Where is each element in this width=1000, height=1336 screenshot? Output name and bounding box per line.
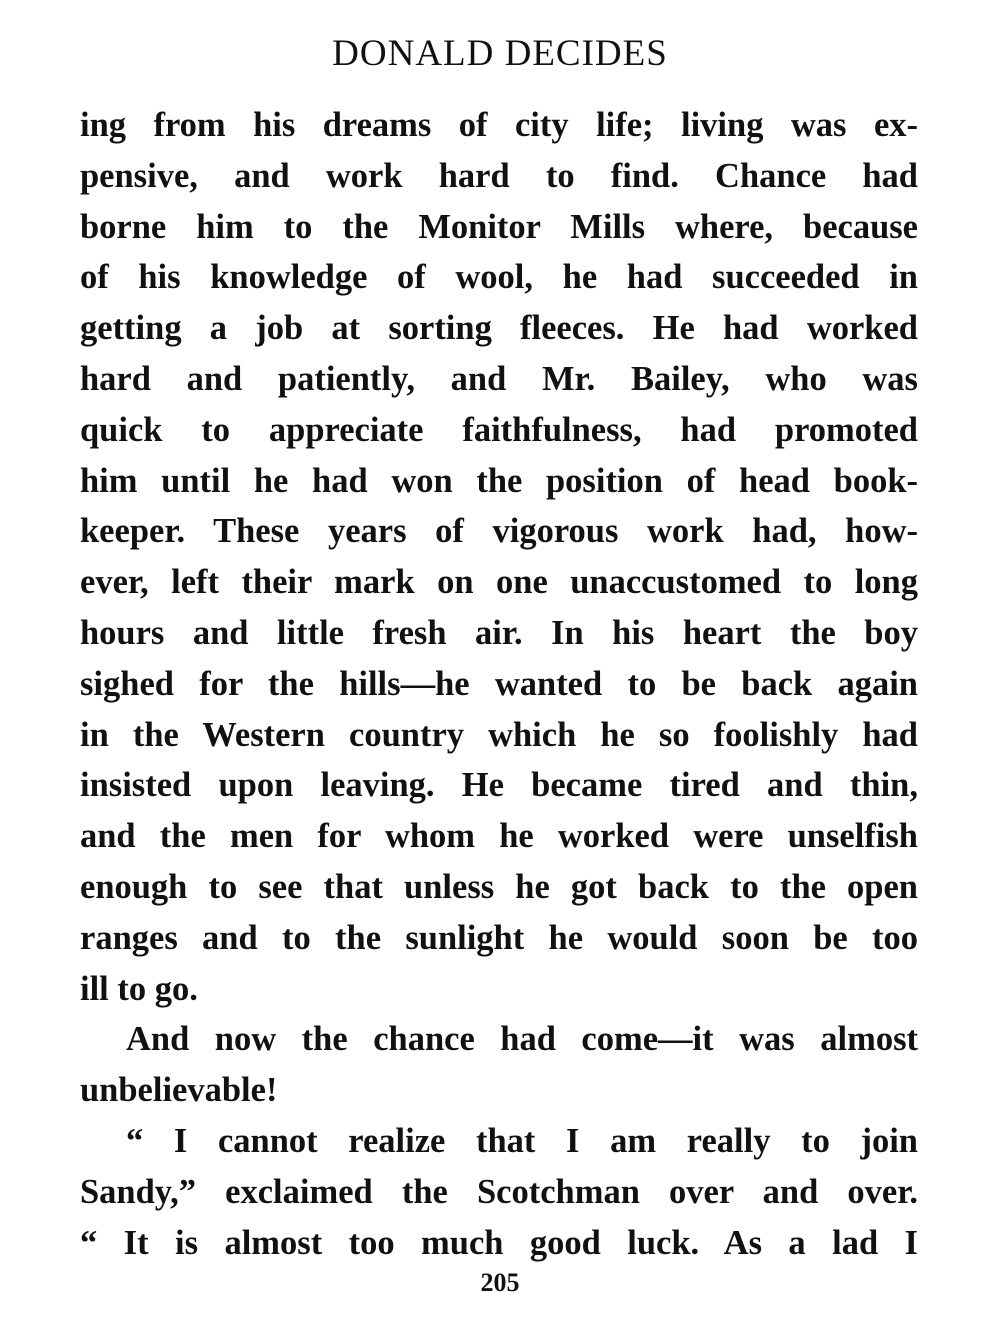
text-line: sighed for the hills—he wanted to be back again bbox=[80, 664, 918, 703]
page-number: 205 bbox=[480, 1268, 520, 1297]
text-line: keeper. These years of vigorous work had, how- bbox=[80, 512, 918, 551]
text-line: ill to go. bbox=[80, 969, 198, 1008]
paragraph-3 bbox=[80, 1116, 918, 1268]
text-line: And now the chance had come—it was almost bbox=[126, 1020, 918, 1059]
text-line: and the men for whom he worked were unselfish bbox=[80, 817, 918, 856]
paragraph-2 bbox=[80, 1014, 918, 1116]
text-line: “ It is almost too much good luck. As a lad I bbox=[80, 1223, 918, 1262]
text-line: hard and patiently, and Mr. Bailey, who was bbox=[80, 359, 918, 398]
text-line: borne him to the Monitor Mills where, because bbox=[80, 207, 918, 246]
text-line: of his knowledge of wool, he had succeeded in bbox=[80, 258, 918, 297]
text-line: Sandy,” exclaimed the Scotchman over and over. bbox=[80, 1172, 918, 1211]
text-line: enough to see that unless he got back to the open bbox=[80, 867, 918, 906]
text-line: ing from his dreams of city life; living was ex- bbox=[80, 106, 918, 144]
text-line: in the Western country which he so foolishly had bbox=[80, 715, 918, 754]
text-line: hours and little fresh air. In his heart the boy bbox=[80, 613, 918, 652]
text-line: pensive, and work hard to find. Chance had bbox=[80, 156, 918, 195]
body-text bbox=[80, 100, 918, 1268]
text-line: getting a job at sorting fleeces. He had worked bbox=[80, 309, 918, 348]
text-line: unbelievable! bbox=[80, 1071, 278, 1110]
text-line: quick to appreciate faithfulness, had promoted bbox=[80, 410, 918, 449]
text-line: ranges and to the sunlight he would soon be too bbox=[80, 918, 918, 957]
text-line: “ I cannot realize that I am really to join bbox=[126, 1121, 918, 1160]
text-line: insisted upon leaving. He became tired and thin, bbox=[80, 766, 918, 805]
running-head: DONALD DECIDES bbox=[332, 33, 668, 74]
text-line: ever, left their mark on one unaccustomed to long bbox=[80, 563, 918, 602]
paragraph-1 bbox=[80, 100, 918, 1014]
text-line: him until he had won the position of head book- bbox=[80, 461, 918, 500]
